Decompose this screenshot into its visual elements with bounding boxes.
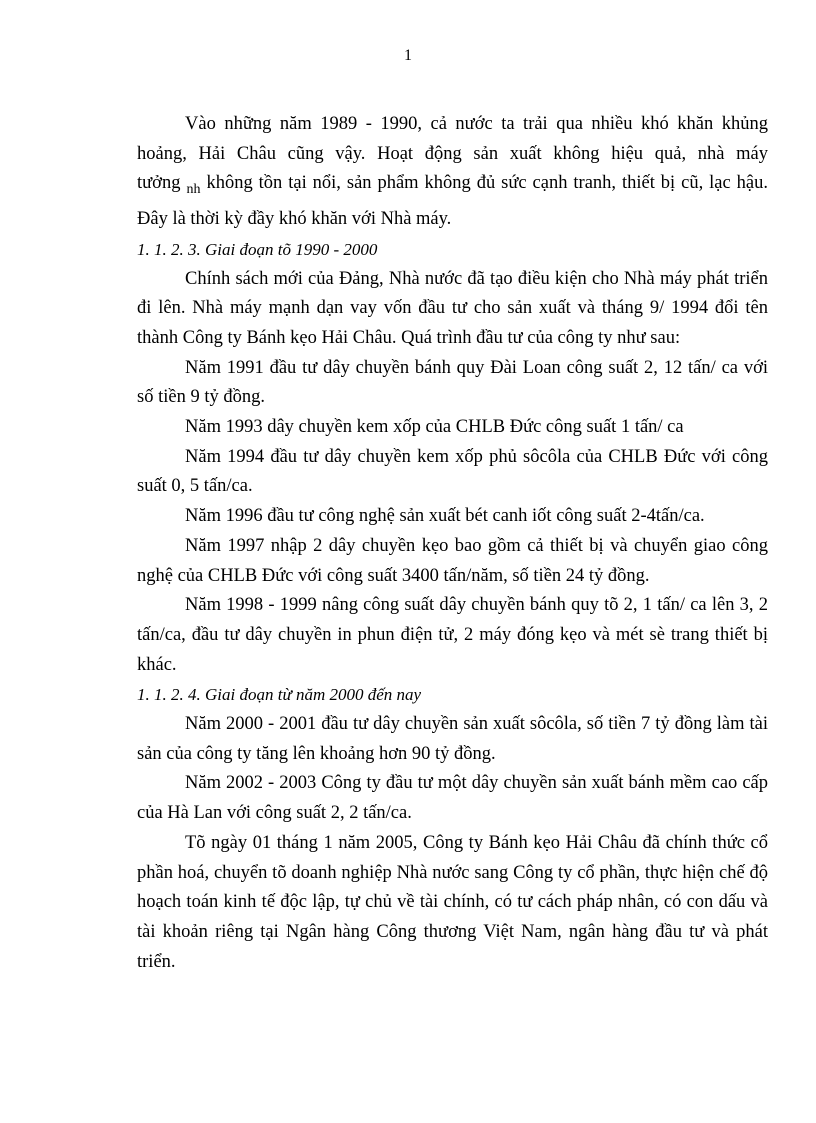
paragraph-1998-1999: Năm 1998 - 1999 nâng công suất dây chuyền bánh quy tõ 2, 1 tấn/ ca lên 3, 2 tấn/ca, đầu tư dây chuyền in phun điện tử, 2 máy đóng kẹo và mét sè trang thiết bị khác.	[137, 595, 768, 675]
paragraph-1993: Năm 1993 dây chuyền kem xốp của CHLB Đức công suất 1 tấn/ ca	[185, 417, 684, 438]
page-number: 1	[404, 47, 412, 64]
section-heading-1990-2000: 1. 1. 2. 3. Giai đoạn tõ 1990 - 2000	[137, 239, 378, 259]
section-heading-2000-present: 1. 1. 2. 4. Giai đoạn từ năm 2000 đến nay	[137, 685, 422, 705]
subscript-fragment: nh	[186, 182, 201, 198]
paragraph-1991: Năm 1991 đầu tư dây chuyền bánh quy Đài Loan công suất 2, 12 tấn/ ca với số tiền 9 tỷ đồng.	[137, 357, 768, 408]
paragraph-1996: Năm 1996 đầu tư công nghệ sản xuất bét canh iốt công suất 2-4tấn/ca.	[185, 506, 705, 527]
paragraph-1994: Năm 1994 đầu tư dây chuyền kem xốp phủ sôcôla của CHLB Đức với công suất 0, 5 tấn/ca.	[137, 446, 768, 497]
paragraph-new-policy: Chính sách mới của Đảng, Nhà nước đã tạo điều kiện cho Nhà máy phát triển đi lên. Nhà máy mạnh dạn vay vốn đầu tư cho sản xuất và tháng 9/ 1994 đổi tên thành Công ty Bánh kẹo Hải Châu. Quá trình đầu tư của công ty như sau:	[137, 268, 768, 348]
paragraph-text: không tồn tại nổi, sản phẩm không đủ sức cạnh tranh, thiết bị cũ, lạc hậu. Đây là thời kỳ đầy khó khăn với Nhà máy.	[137, 173, 768, 230]
paragraph-crisis-1989-1990	[137, 110, 768, 235]
paragraph-text: Vào những năm 1989 - 1990, cả nước ta trải qua nhiều khó khăn khủng hoảng, Hải Châu cũng vậy. Hoạt động sản xuất không hiệu quả, nhà máy tưởng	[137, 114, 768, 194]
paragraph-2002-2003: Năm 2002 - 2003 Công ty đầu tư một dây chuyền sản xuất bánh mềm cao cấp của Hà Lan với công suất 2, 2 tấn/ca.	[137, 773, 768, 824]
paragraph-2005-equitization: Tõ ngày 01 tháng 1 năm 2005, Công ty Bánh kẹo Hải Châu đã chính thức cổ phần hoá, chuyển tõ doanh nghiệp Nhà nước sang Công ty cổ phần, thực hiện chế độ hoạch toán kinh tế độc lập, tự chủ về tài chính, có tư cách pháp nhân, có con dấu và tài khoản riêng tại Ngân hàng Công thương Việt Nam, ngân hàng đầu tư và phát triển.	[137, 832, 768, 972]
paragraph-1997: Năm 1997 nhập 2 dây chuyền kẹo bao gồm cả thiết bị và chuyển giao công nghệ của CHLB Đức với công suất 3400 tấn/năm, số tiền 24 tỷ đồng.	[137, 535, 768, 586]
paragraph-2000-2001: Năm 2000 - 2001 đầu tư dây chuyền sản xuất sôcôla, số tiền 7 tỷ đồng làm tài sản của công ty tăng lên khoảng hơn 90 tỷ đồng.	[137, 714, 768, 764]
document-body	[137, 110, 768, 977]
